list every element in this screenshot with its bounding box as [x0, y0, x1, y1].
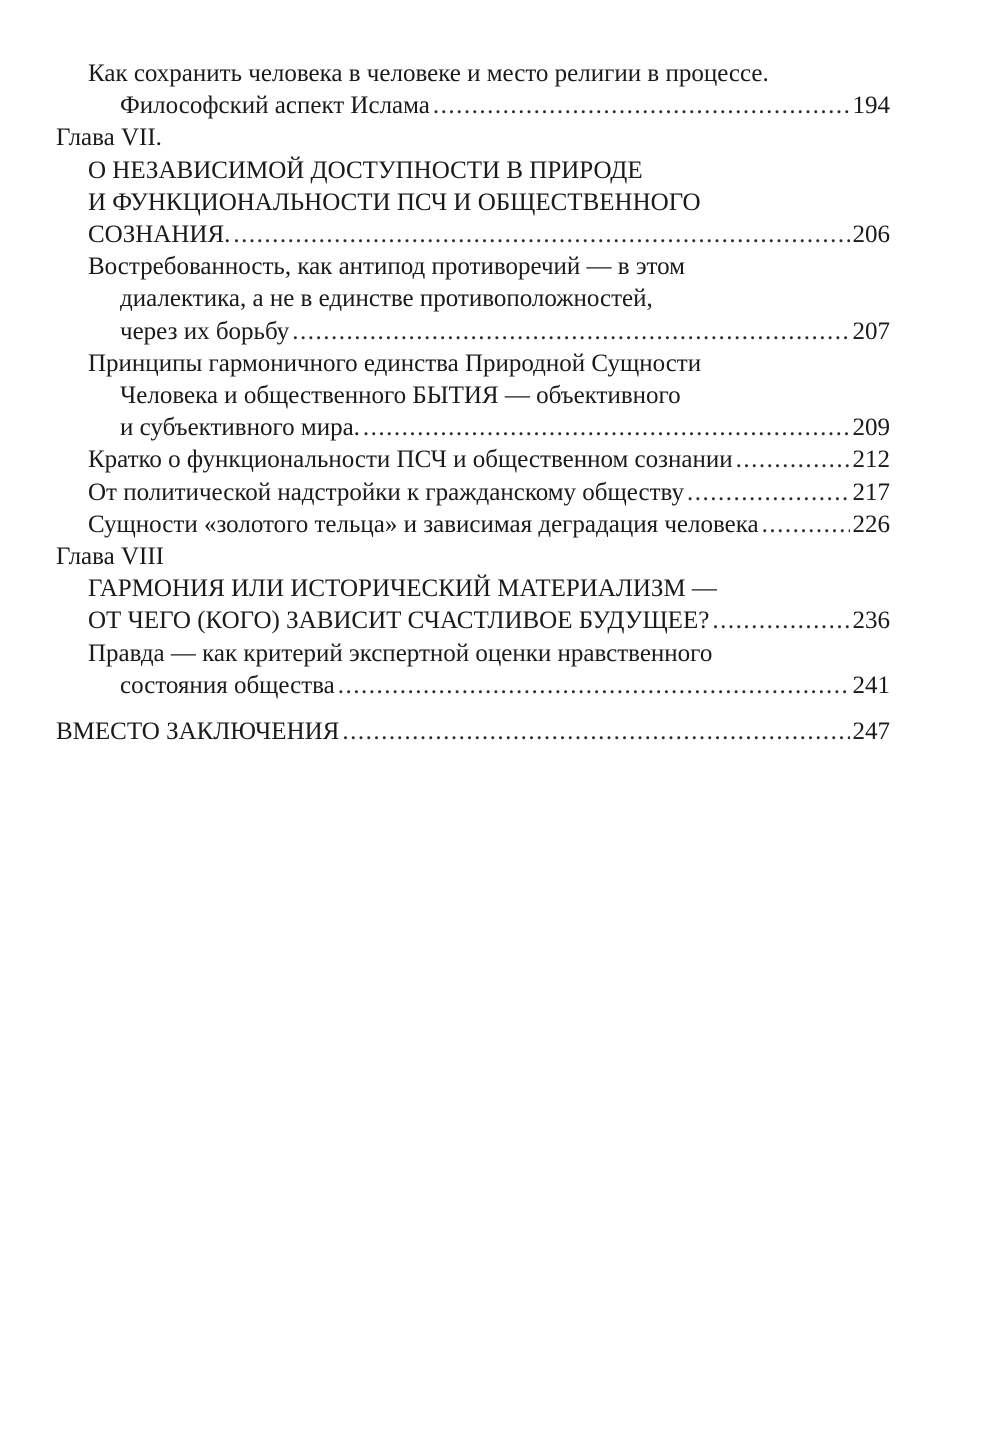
toc-entry-chapter-viii-title[interactable] [56, 573, 890, 637]
dot-leader [687, 477, 850, 509]
page-number: 217 [852, 478, 890, 506]
toc-entry-text: О НЕЗАВИСИМОЙ ДОСТУПНОСТИ В ПРИРОДЕ [88, 156, 643, 184]
toc-entry-chapter-vii-title[interactable] [56, 155, 890, 252]
toc-entry-text: Человека и общественного БЫТИЯ — объективного [120, 382, 681, 410]
toc-entry-text: Кратко о функциональности ПСЧ и общественном сознании [88, 446, 733, 474]
toc-entry-golden-calf[interactable] [56, 509, 890, 541]
toc-entry-line [56, 58, 890, 90]
toc-entry-text: От политической надстройки к гражданскому обществу [88, 478, 684, 506]
toc-entry-text: ГАРМОНИЯ ИЛИ ИСТОРИЧЕСКИЙ МАТЕРИАЛИЗМ — [88, 575, 717, 603]
toc-entry-demand[interactable] [56, 251, 890, 348]
toc-entry-line [56, 573, 890, 605]
page-number: 206 [852, 221, 890, 249]
toc-entry-last-line [56, 90, 890, 122]
page-number: 212 [852, 446, 890, 474]
toc-entry-text: и субъективного мира. [120, 414, 360, 442]
toc-entry-text: И ФУНКЦИОНАЛЬНОСТИ ПСЧ И ОБЩЕСТВЕННОГО [88, 188, 701, 216]
chapter-heading-viii [56, 541, 890, 573]
toc-entry-last-line [56, 316, 890, 348]
dot-leader [736, 444, 850, 476]
toc-entry-last-line [56, 670, 890, 702]
toc-entry-functionality[interactable] [56, 444, 890, 476]
table-of-contents [56, 58, 890, 748]
chapter-label: Глава VIII [56, 543, 164, 571]
toc-entry-civil-society[interactable] [56, 477, 890, 509]
page-number: 247 [852, 718, 890, 746]
dot-leader [342, 716, 849, 748]
chapter-label: Глава VII. [56, 124, 162, 152]
toc-entry-text: Востребованность, как антипод противоречий — в этом [88, 253, 685, 281]
toc-entry-line [56, 155, 890, 187]
spacer [56, 702, 890, 716]
toc-entry-text: ВМЕСТО ЗАКЛЮЧЕНИЯ [56, 718, 340, 746]
toc-entry-line [56, 187, 890, 219]
toc-entry-text: через их борьбу [120, 317, 290, 345]
toc-entry-last-line [56, 412, 890, 444]
page-number: 209 [852, 414, 890, 442]
page-number: 207 [852, 317, 890, 345]
page-number: 236 [852, 607, 890, 635]
toc-entry-last-line [56, 605, 890, 637]
dot-leader [292, 316, 849, 348]
toc-entry-conclusion[interactable] [56, 716, 890, 748]
toc-entry-text: Сущности «золотого тельца» и зависимая деградация человека [88, 510, 759, 538]
dot-leader [712, 605, 849, 637]
dot-leader [363, 412, 850, 444]
toc-entry-harmony-principles[interactable] [56, 348, 890, 445]
toc-entry-text: Философский аспект Ислама [120, 92, 430, 120]
dot-leader [433, 90, 850, 122]
dot-leader [233, 219, 849, 251]
toc-entry-line [56, 638, 890, 670]
dot-leader [762, 509, 850, 541]
page-number: 226 [852, 510, 890, 538]
toc-entry-text: ОТ ЧЕГО (КОГО) ЗАВИСИТ СЧАСТЛИВОЕ БУДУЩЕЕ? [88, 607, 710, 635]
toc-entry-text: Как сохранить человека в человеке и место религии в процессе. [88, 60, 769, 87]
toc-entry-line [56, 380, 890, 412]
toc-entry-line [56, 348, 890, 380]
dot-leader [338, 670, 850, 702]
toc-entry-text: Правда — как критерий экспертной оценки нравственного [88, 639, 713, 667]
toc-entry-last-line [56, 219, 890, 251]
toc-entry-text: диалектика, а не в единстве противоположностей, [120, 285, 653, 313]
page-number: 241 [852, 671, 890, 699]
chapter-heading-vii [56, 122, 890, 154]
toc-entry-line [56, 251, 890, 283]
toc-entry-text: Принципы гармоничного единства Природной Сущности [88, 349, 702, 377]
toc-entry-truth[interactable] [56, 638, 890, 702]
toc-entry-line [56, 283, 890, 315]
toc-entry-islam[interactable] [56, 58, 890, 122]
toc-entry-text: состояния общества [120, 671, 335, 699]
page-number: 194 [852, 92, 890, 120]
toc-entry-text: СОЗНАНИЯ. [88, 221, 231, 249]
